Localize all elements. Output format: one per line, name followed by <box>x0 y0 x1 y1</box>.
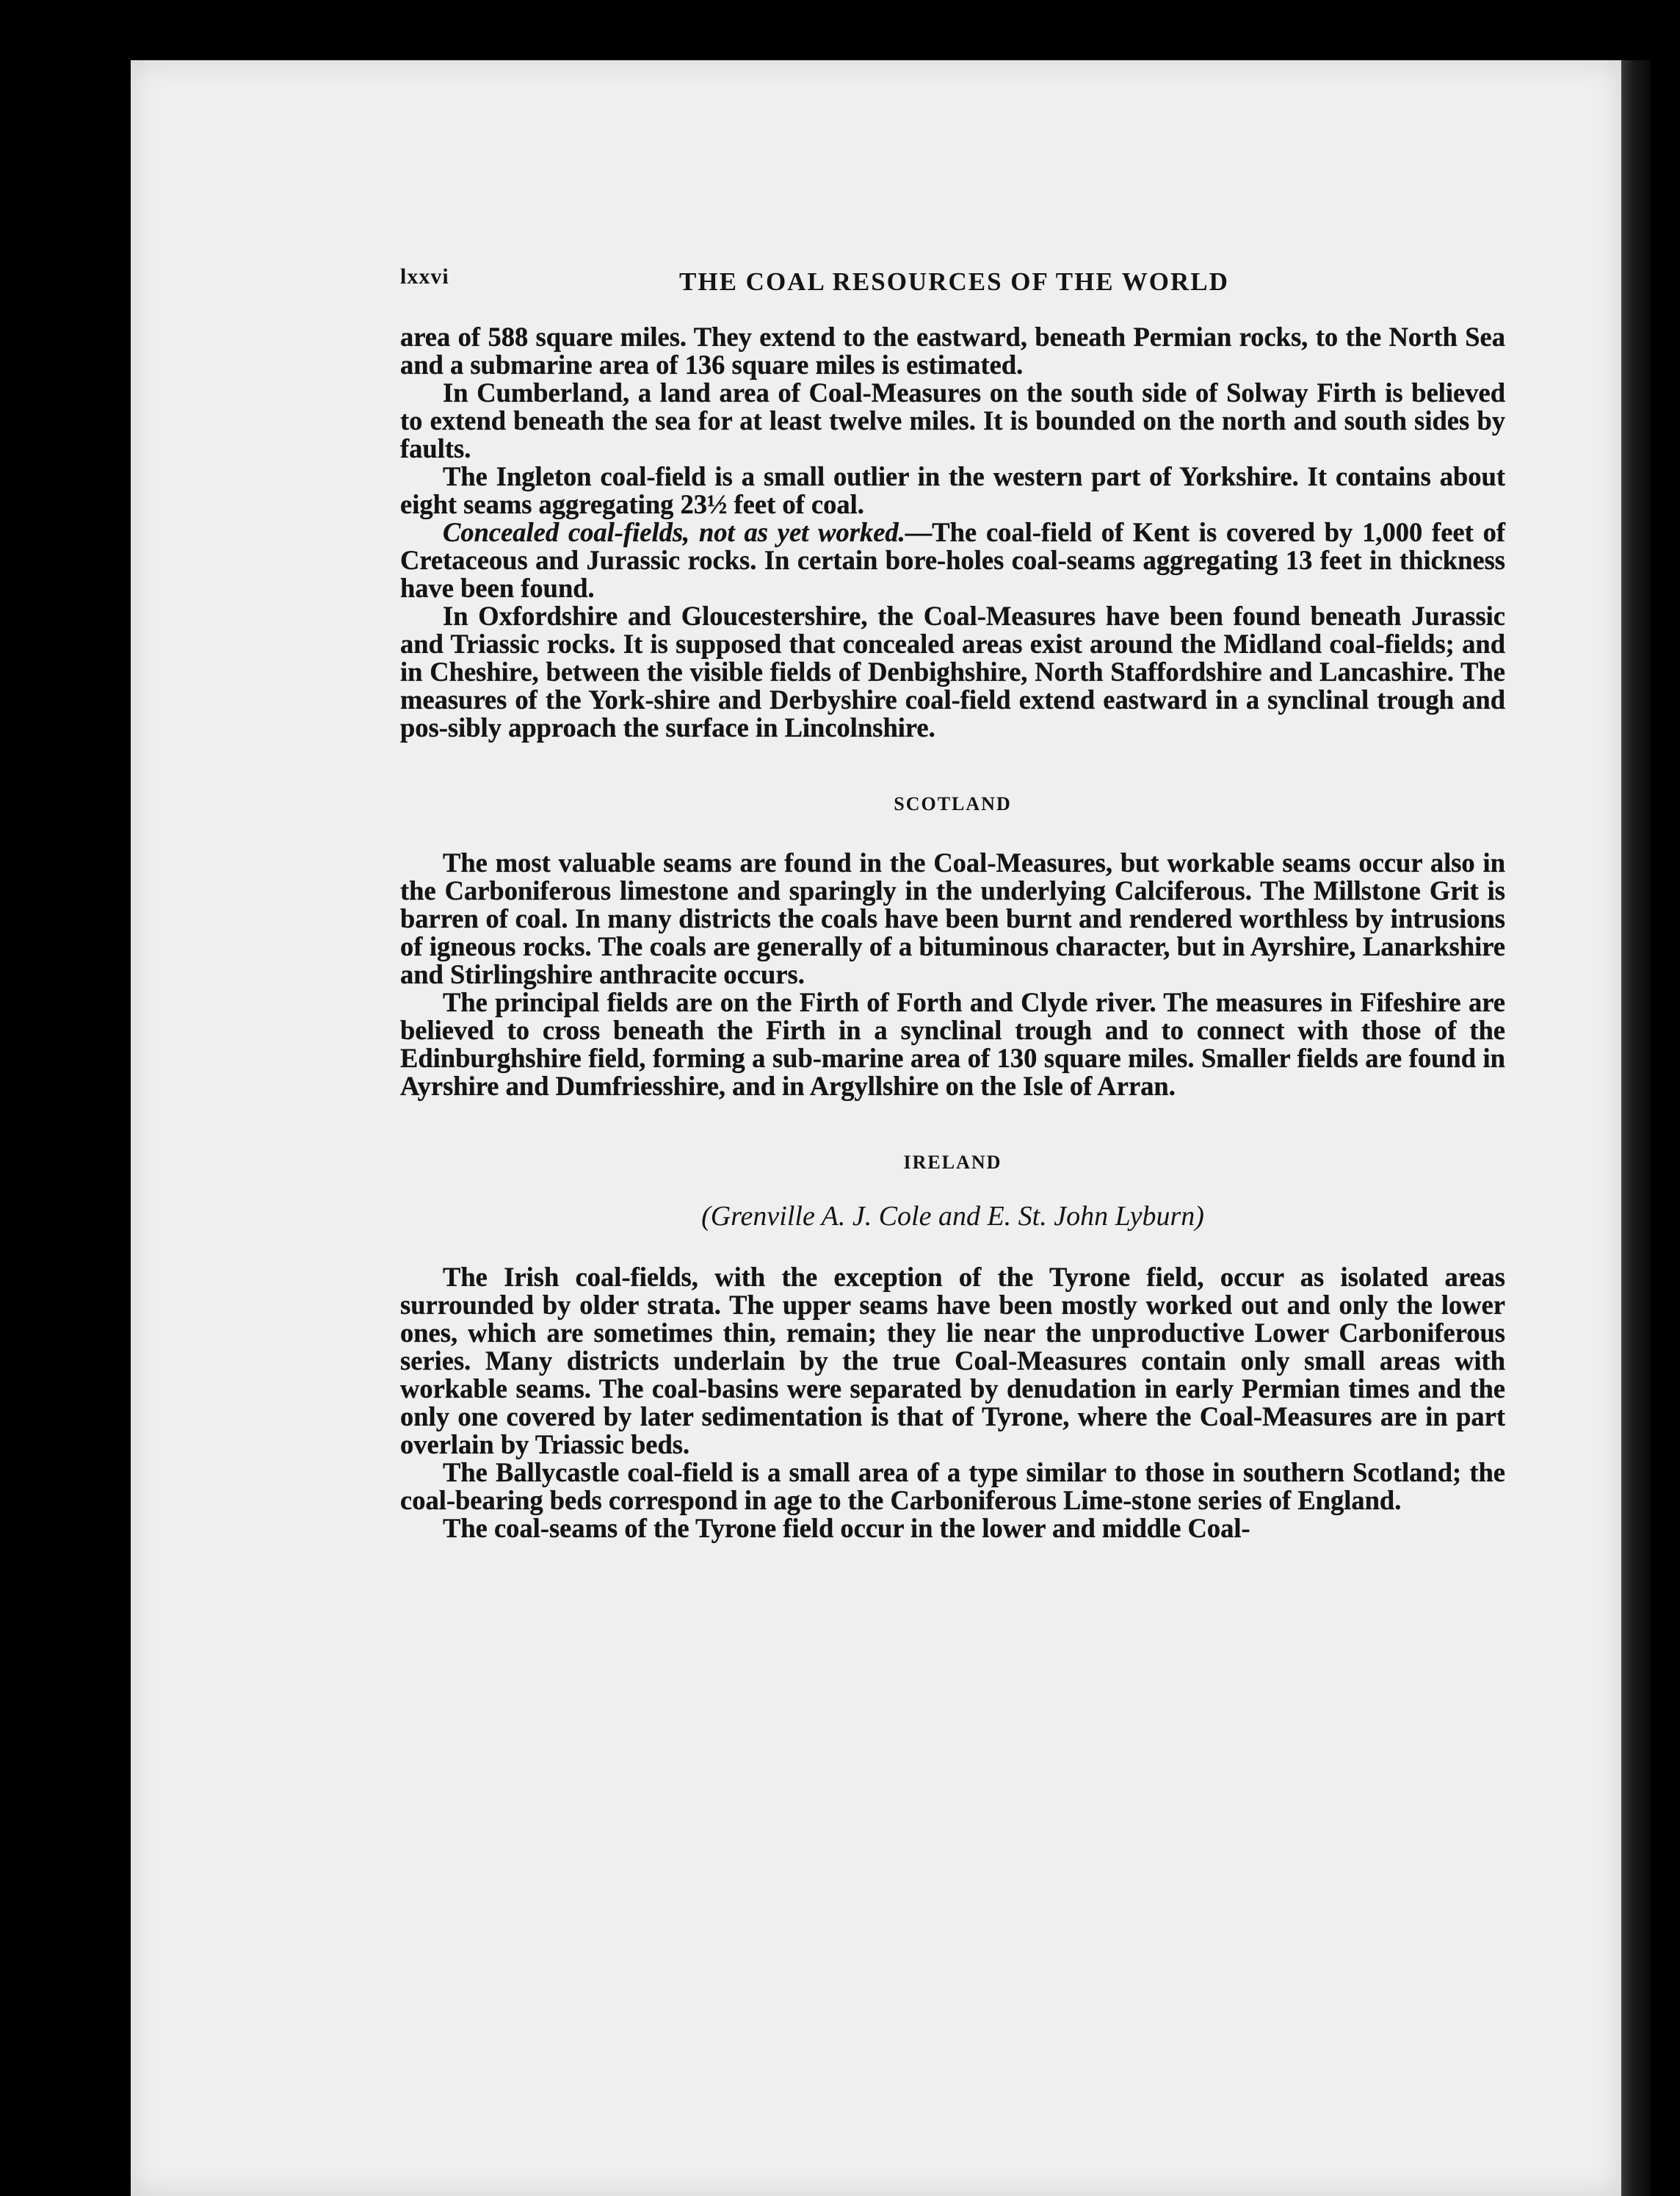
running-head <box>400 264 1505 308</box>
england-paragraph-1: area of 588 square miles. They extend to the eastward, beneath Permian rocks, to the North Sea and a submarine area of 136 square miles is estimated. <box>400 322 1505 380</box>
scotland-paragraph-1: The most valuable seams are found in the Coal-Measures, but workable seams occur also in the Carboniferous limestone and sparingly in the underlying Calciferous. The Millstone Grit is barren of coal. In many districts the coals have been burnt and rendered worthless by intrusions of igneous rocks. The coals are generally of a bituminous character, but in Ayrshire, Lanarkshire and Stirlingshire anthracite occurs. <box>400 848 1505 989</box>
page-number: lxxvi <box>400 264 449 289</box>
concealed-coal-fields-text: —The coal-field of Kent is covered by 1,000 feet of Cretaceous and Jurassic rocks. In certain bore-holes coal-seams aggregating 13 feet in thickness have been found. <box>400 517 1505 603</box>
ireland-paragraph-2: The Ballycastle coal-field is a small area of a type similar to those in southern Scotland; the coal-bearing beds correspond in age to the Carboniferous Lime-stone series of England. <box>400 1457 1505 1515</box>
ireland-paragraph-1: The Irish coal-fields, with the exception of the Tyrone field, occur as isolated areas surrounded by older strata. The upper seams have been mostly worked out and only the lower ones, which are sometimes thin, remain; they lie near the unproductive Lower Carboniferous series. Many districts underlain by the true Coal-Measures contain only small areas with workable seams. The coal-basins were separated by denudation in early Permian times and the only one covered by later sedimentation is that of Tyrone, where the Coal-Measures are in part overlain by Triassic beds. <box>400 1262 1505 1459</box>
england-paragraph-2: In Cumberland, a land area of Coal-Measures on the south side of Solway Firth is believed to extend beneath the sea for at least twelve miles. It is bounded on the north and south sides by faults. <box>400 378 1505 463</box>
section-heading-ireland: IRELAND <box>903 1152 1002 1173</box>
page-content <box>400 264 1505 1542</box>
scotland-paragraph-2: The principal fields are on the Firth of Forth and Clyde river. The measures in Fifeshire are believed to cross beneath the Firth in a synclinal trough and to connect with those of the Edinburghshire field, forming a sub-marine area of 130 square miles. Smaller fields are found in Ayrshire and Dumfriesshire, and in Argyllshire on the Isle of Arran. <box>400 987 1505 1101</box>
england-paragraph-5: In Oxfordshire and Gloucestershire, the Coal-Measures have been found beneath Jurassic and Triassic rocks. It is supposed that concealed areas exist around the Midland coal-fields; and in Cheshire, between the visible fields of Denbighshire, North Staffordshire and Lancashire. The measures of the York-shire and Derbyshire coal-field extend eastward in a synclinal trough and pos-sibly approach the surface in Lincolnshire. <box>400 601 1505 743</box>
page-edge-shadow <box>1621 60 1651 2196</box>
section-heading-scotland: SCOTLAND <box>894 793 1012 815</box>
england-paragraph-3: The Ingleton coal-field is a small outlier in the western part of Yorkshire. It contains about eight seams aggregating 23½ feet of coal. <box>400 461 1505 519</box>
england-paragraph-4 <box>400 519 1505 602</box>
concealed-coal-fields-heading: Concealed coal-fields, not as yet worked. <box>443 517 905 547</box>
section-authors: (Grenville A. J. Cole and E. St. John Lyburn) <box>701 1201 1204 1232</box>
ireland-paragraph-3: The coal-seams of the Tyrone field occur in the lower and middle Coal- <box>443 1513 1250 1543</box>
running-title: THE COAL RESOURCES OF THE WORLD <box>679 267 1229 296</box>
